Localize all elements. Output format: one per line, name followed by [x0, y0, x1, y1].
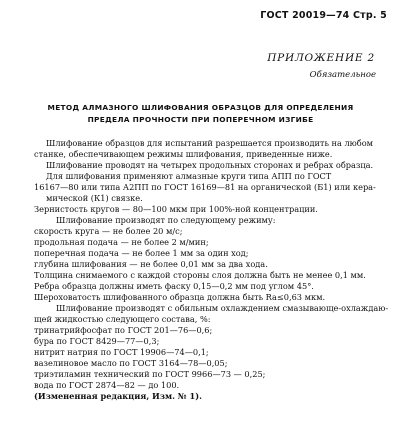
text-line: нитрит натрия по ГОСТ 19906—74—0,1; [34, 347, 209, 357]
text-line: Шлифование образцов для испытаний разрешается производить на любом [46, 138, 374, 148]
appendix-status: Обязательное [309, 70, 376, 80]
text-line: Ребра образца должны иметь фаску 0,15—0,2 мм под углом 45°. [34, 281, 314, 291]
amendment-note: (Измененная редакция, Изм. № 1). [34, 391, 202, 401]
title-line-2: ПРЕДЕЛА ПРОЧНОСТИ ПРИ ПОПЕРЕЧНОМ ИЗГИБЕ [87, 115, 314, 124]
text-line: бура по ГОСТ 8429—77—0,3; [34, 336, 160, 346]
text-line: Для шлифования применяют алмазные круги типа АПП по ГОСТ [46, 171, 332, 181]
text-line: Шероховатость шлифованного образца должна быть Ra≤0,63 мкм. [34, 292, 326, 302]
text-line: щей жидкостью следующего состава, %: [34, 314, 211, 324]
text-line: 16167—80 или типа А2ПП по ГОСТ 16169—81 на органической (Б1) или кера- [34, 182, 376, 192]
page-header: ГОСТ 20019—74 Стр. 5 [260, 10, 387, 21]
title-line-1: МЕТОД АЛМАЗНОГО ШЛИФОВАНИЯ ОБРАЗЦОВ ДЛЯ ОПРЕДЕЛЕНИЯ [47, 103, 354, 112]
text-line: тринатрийфосфат по ГОСТ 201—76—0,6; [34, 325, 213, 335]
text-line: Зернистость кругов — 80—100 мкм при 100%-ной концентрации. [34, 204, 318, 214]
text-line: поперечная подача — не более 1 мм за один ход; [34, 248, 249, 258]
text-line: глубина шлифования — не более 0,01 мм за два хода. [34, 259, 268, 269]
text-line: триэтиламин технический по ГОСТ 9966—73 — 0,25; [34, 369, 266, 379]
body-text [34, 138, 389, 402]
text-line: Толщина снимаемого с каждой стороны слоя должна быть не менее 0,1 мм. [34, 270, 366, 280]
appendix-title: ПРИЛОЖЕНИЕ 2 [267, 52, 375, 64]
text-line: вазелиновое масло по ГОСТ 3164—78—0,05; [34, 358, 228, 368]
text-line: продольная подача — не более 2 м/мин; [34, 237, 209, 247]
text-line: станке, обеспечивающем режимы шлифования, приведенные ниже. [34, 149, 333, 159]
text-line: мической (К1) связке. [46, 193, 143, 203]
text-line: Шлифование производят с обильным охлаждением смазывающе-охлаждаю- [56, 303, 389, 313]
text-line: Шлифование проводят на четырех продольных сторонах и ребрах образца. [46, 160, 374, 170]
text-line: вода по ГОСТ 2874—82 — до 100. [34, 380, 180, 390]
text-line: скорость круга — не более 20 м/с; [34, 226, 183, 236]
document-title [0, 102, 401, 126]
text-line: Шлифование производят по следующему режиму: [56, 215, 276, 225]
